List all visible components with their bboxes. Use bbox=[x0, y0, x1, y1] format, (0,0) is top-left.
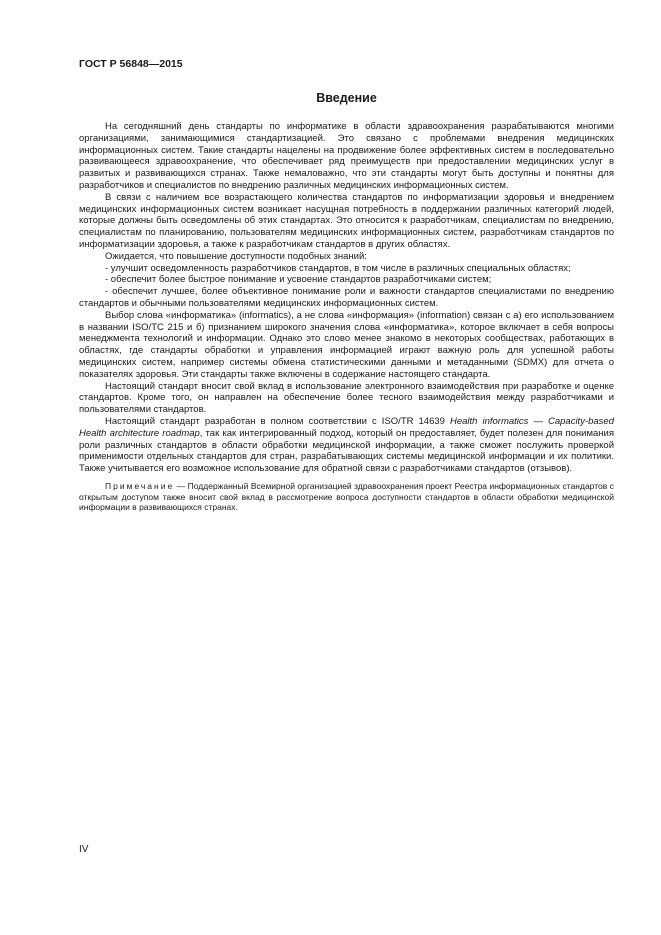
note-label: Примечание bbox=[105, 480, 175, 491]
paragraph-text: Настоящий стандарт разработан в полном соответствии с ISO/TR 14639 bbox=[105, 415, 450, 427]
section-title: Введение bbox=[316, 91, 377, 105]
paragraph: Настоящий стандарт вносит свой вклад в использование электронного взаимодействия при разработке и оценке стандартов. Кроме того, он направлен на обеспечение более тесного взаимодействия между разработчиками и пользователями стандартов. bbox=[79, 380, 614, 416]
list-item: - обеспечит более быстрое понимание и усвоение стандартов разработчиками систем; bbox=[105, 274, 492, 286]
page-number: IV bbox=[79, 844, 89, 855]
note-text: — Поддержанный Всемирной организацией здравоохранения проект Реестра информационных стандартов с открытым доступом также вносит свой вклад в рассмотрение вопроса доступности стандартов в области обработки медицинской информации в развивающихся странах. bbox=[79, 480, 614, 513]
paragraph: Ожидается, что повышение доступности подобных знаний: bbox=[105, 250, 367, 262]
document-header: ГОСТ Р 56848—2015 bbox=[79, 58, 183, 70]
document-title-italic: Health informatics — Capacity-based Health architecture roadmap bbox=[79, 415, 614, 439]
paragraph: На сегодняшний день стандарты по информатике в области здравоохранения разрабатываются многими организациями, занимающимися стандартизацией. Это связано с проблемами внедрения медицинских информационных систем. Такие стандарты нацелены на продвижение более эффективных систем в последовательно развивающееся здравоохранение, что обеспечивает ряд преимуществ при предоставлении медицинских услуг в развитых и развивающихся странах. Также немаловажно, что эти стандарты могут быть доступны и понятны для разработчиков и специалистов по внедрению различных медицинских информационных систем. bbox=[79, 121, 614, 191]
paragraph: В связи с наличием все возрастающего количества стандартов по информатизации здоровья и внедрением медицинских информационных систем возникает насущная потребность в поддержании различных категорий людей, которые должны быть осведомлены об этих стандартах. Это относится к разработчикам, специалистам по внедрению, специалистам по планированию, пользователям медицинских информационных систем, разработчикам стандартов по информатизации здоровья, а также к разработчикам стандартов в других областях. bbox=[79, 191, 614, 250]
paragraph: Выбор слова «информатика» (informatics), а не слова «информация» (information) связан с а) его использованием в названии ISO/TC 215 и б) признанием широкого значения слова «информатика», которое включает в себя вопросы менеджмента технологий и информации. Однако это слово менее знакомо в некоторых сообществах, работающих в областях, где стандарты обработки и управления информацией играют важную роль для успешной работы медицинских систем, например системы обмена статистическими данными и метаданными (SDMX) для отчета о показателях здоровья. Эти стандарты также включены в содержание настоящего стандарта. bbox=[79, 309, 614, 380]
note bbox=[79, 481, 614, 513]
paragraph-text: , так как интегрированный подход, который он предоставляет, будет полезен для понимания роли различных стандартов в области обработки медицинской информации, а также сможет послужить проверкой применимости отдельных стандартов для стран, разрабатывающих системы медицинской информации и их политики. Также учитывается его возможное использование для обратной связи с разработчиками стандартов (отзывов). bbox=[79, 427, 614, 475]
introduction-body bbox=[79, 121, 614, 513]
list-item: - обеспечит лучшее, более объективное понимание роли и важности стандартов специалистами по внедрению стандартов и обычными пользователями медицинских информационных систем. bbox=[79, 286, 614, 309]
list-item: - улучшит осведомленность разработчиков стандартов, в том числе в различных специальных областях; bbox=[105, 262, 571, 274]
paragraph bbox=[79, 416, 614, 475]
